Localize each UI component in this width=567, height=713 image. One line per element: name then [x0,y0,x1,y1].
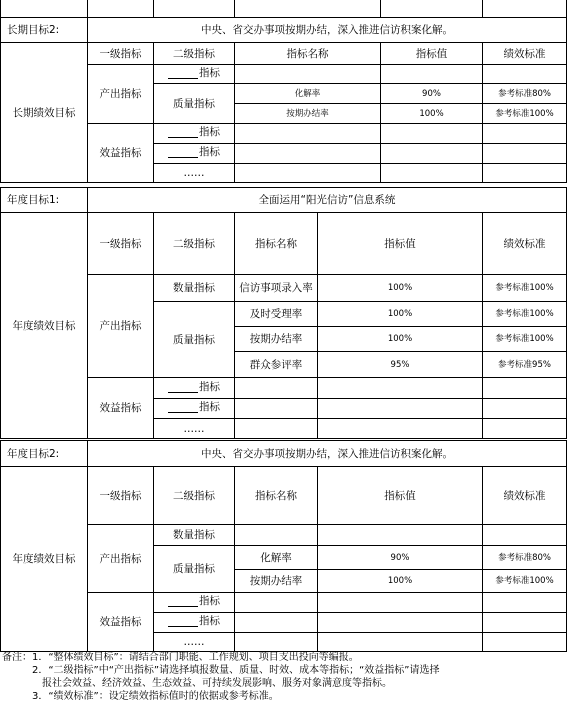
ellipsis: …… [154,164,235,183]
note-line: 3．“绩效标准”：设定绩效指标值时的依据或参考标准。 [2,691,279,702]
indicator-standard: 参考标准100% [483,302,567,327]
empty-cell [483,399,567,419]
empty-cell [483,65,567,84]
empty-cell [318,399,483,419]
empty-cell [483,164,567,183]
goal-text: 中央、省交办事项按期办结，深入推进信访积案化解。 [88,441,567,467]
header-value: 指标值 [381,43,483,65]
empty-cell [235,419,318,439]
goal-label: 长期目标2: [1,18,88,43]
benefit-label: 效益指标 [88,124,154,183]
empty-cell [235,65,381,84]
empty-cell [381,0,483,18]
empty-cell [235,164,381,183]
empty-cell [381,164,483,183]
quality-label: 质量指标 [154,84,235,124]
empty-cell [235,378,318,399]
header-level2: 二级指标 [154,43,235,65]
indicator-name: 化解率 [235,546,318,570]
ellipsis: …… [154,419,235,439]
empty-cell [88,0,154,18]
indicator-name: 群众参评率 [235,352,318,378]
notes [2,651,567,703]
placeholder-indicator: 指标 [154,124,235,144]
annual-goal-2-table [0,440,567,652]
empty-cell [381,124,483,144]
ellipsis: …… [154,633,235,652]
empty-cell [318,419,483,439]
header-value: 指标值 [318,467,483,525]
empty-cell [483,378,567,399]
indicator-name: 信访事项录入率 [235,275,318,302]
output-label: 产出指标 [88,525,154,593]
indicator-standard: 参考标准95% [483,352,567,378]
indicator-value: 95% [318,352,483,378]
indicator-standard: 参考标准100% [483,275,567,302]
note-line: 备注：1．“整体绩效目标”：请结合部门职能、工作规划、项目支出投向等编报。 [2,652,359,663]
empty-cell [483,525,567,546]
header-standard: 绩效标准 [483,213,567,275]
quality-label: 质量指标 [154,546,235,593]
long-term-goal-2-table [0,17,567,183]
indicator-standard: 参考标准100% [483,327,567,352]
indicator-value: 90% [318,546,483,570]
empty-cell [154,0,235,18]
empty-cell [235,144,381,164]
empty-cell [235,593,318,613]
indicator-standard: 参考标准100% [483,570,567,593]
empty-cell [318,633,483,652]
header-level1: 一级指标 [88,43,154,65]
note-line: 报社会效益、经济效益、生态效益、可持续发展影响、服务对象满意度等指标。 [2,678,392,689]
empty-cell [318,378,483,399]
indicator-name: 及时受理率 [235,302,318,327]
section-label: 年度绩效目标 [1,467,88,652]
empty-cell [235,399,318,419]
empty-cell [318,525,483,546]
header-level1: 一级指标 [88,467,154,525]
empty-cell [483,593,567,613]
header-level2: 二级指标 [154,213,235,275]
benefit-label: 效益指标 [88,593,154,652]
empty-cell [235,525,318,546]
indicator-value: 100% [318,302,483,327]
header-standard: 绩效标准 [483,467,567,525]
top-partial-table [0,0,567,18]
empty-cell [318,593,483,613]
empty-cell [483,613,567,633]
quality-label: 质量指标 [154,302,235,378]
output-label: 产出指标 [88,275,154,378]
empty-cell [483,124,567,144]
placeholder-indicator: 指标 [154,65,235,84]
placeholder-indicator: 指标 [154,378,235,399]
header-value: 指标值 [318,213,483,275]
header-standard: 绩效标准 [483,43,567,65]
placeholder-indicator: 指标 [154,399,235,419]
header-level1: 一级指标 [88,213,154,275]
empty-cell [483,144,567,164]
empty-cell [235,124,381,144]
indicator-standard: 参考标准80% [483,84,567,104]
annual-goal-1-table [0,187,567,439]
indicator-value: 100% [318,570,483,593]
empty-cell [318,613,483,633]
section-label: 年度绩效目标 [1,213,88,439]
goal-label: 年度目标1: [1,188,88,213]
empty-cell [1,0,88,18]
goal-text: 全面运用“阳光信访”信息系统 [88,188,567,213]
empty-cell [483,419,567,439]
empty-cell [235,633,318,652]
goal-text: 中央、省交办事项按期办结，深入推进信访积案化解。 [88,18,567,43]
empty-cell [483,633,567,652]
indicator-value: 100% [318,275,483,302]
note-line: 2．“二级指标”中“产出指标”请选择填报数量、质量、时效、成本等指标；“效益指标”请选择 [2,665,440,676]
header-name: 指标名称 [235,467,318,525]
placeholder-indicator: 指标 [154,593,235,613]
header-level2: 二级指标 [154,467,235,525]
section-label: 长期绩效目标 [1,43,88,183]
placeholder-indicator: 指标 [154,613,235,633]
empty-cell [381,65,483,84]
empty-cell [483,0,567,18]
empty-cell [235,613,318,633]
indicator-value: 90% [381,84,483,104]
indicator-value: 100% [381,104,483,124]
quantity-label: 数量指标 [154,525,235,546]
indicator-value: 100% [318,327,483,352]
empty-cell [235,0,381,18]
indicator-standard: 参考标准100% [483,104,567,124]
empty-cell [381,144,483,164]
benefit-label: 效益指标 [88,378,154,439]
header-name: 指标名称 [235,213,318,275]
quantity-label: 数量指标 [154,275,235,302]
header-name: 指标名称 [235,43,381,65]
goal-label: 年度目标2: [1,441,88,467]
indicator-standard: 参考标准80% [483,546,567,570]
indicator-name: 按期办结率 [235,104,381,124]
placeholder-indicator: 指标 [154,144,235,164]
indicator-name: 化解率 [235,84,381,104]
indicator-name: 按期办结率 [235,570,318,593]
indicator-name: 按期办结率 [235,327,318,352]
output-label: 产出指标 [88,65,154,124]
